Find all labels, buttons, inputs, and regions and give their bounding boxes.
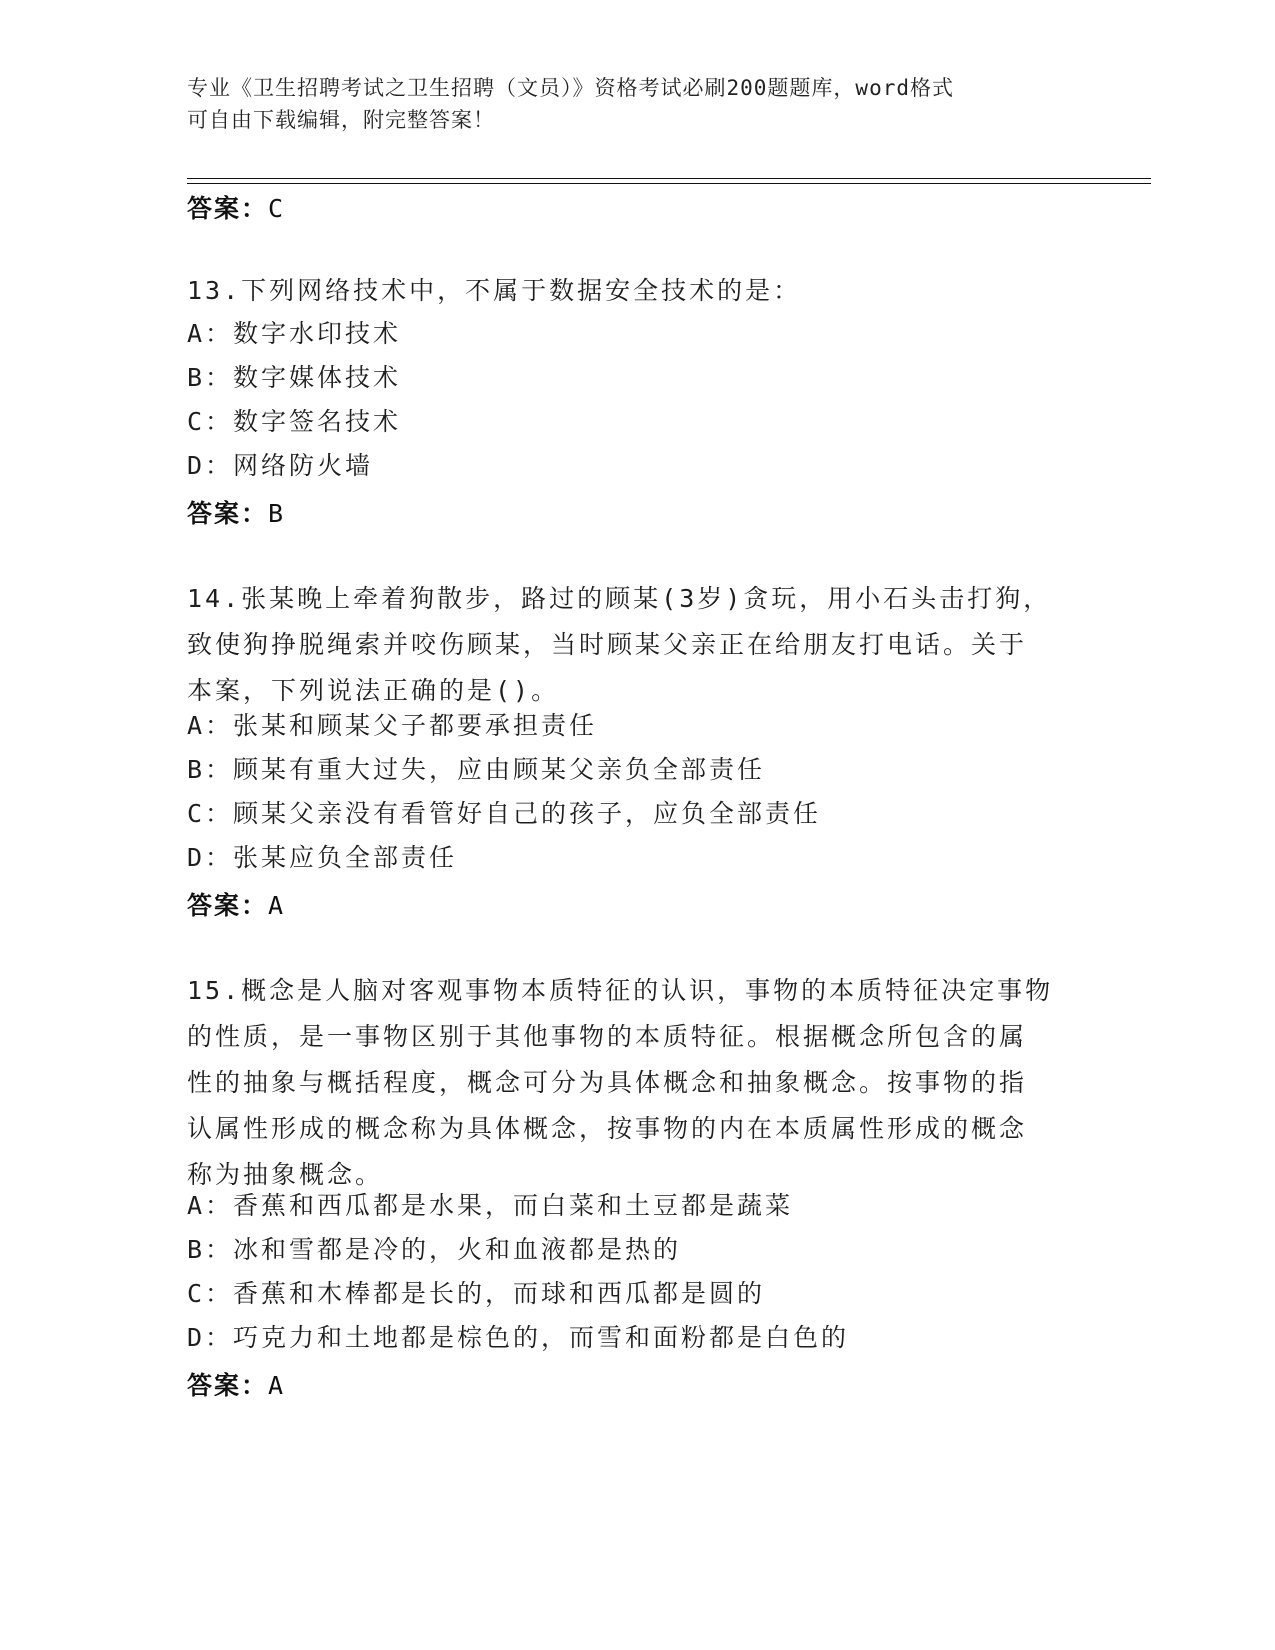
stem-line: 本案，下列说法正确的是()。 xyxy=(187,676,560,705)
answer-label: 答案： xyxy=(187,1371,269,1400)
stem-line: 称为抽象概念。 xyxy=(187,1160,384,1189)
question-13-option-a: A：数字水印技术 xyxy=(187,319,402,348)
stem-line: 致使狗挣脱绳索并咬伤顾某，当时顾某父亲正在给朋友打电话。关于 xyxy=(187,630,1028,659)
answer-value: C xyxy=(268,194,284,223)
question-15-option-a: A：香蕉和西瓜都是水果，而白菜和土豆都是蔬菜 xyxy=(187,1191,794,1220)
question-15-stem xyxy=(187,968,1077,1198)
answer-q13 xyxy=(187,498,283,530)
answer-value: B xyxy=(268,499,284,528)
header-line-2: 可自由下载编辑，附完整答案！ xyxy=(187,108,495,132)
stem-line: 14.张某晚上牵着狗散步，路过的顾某(3岁)贪玩，用小石头击打狗， xyxy=(187,584,1052,613)
answer-q15 xyxy=(187,1370,283,1402)
stem-line: 性的抽象与概括程度，概念可分为具体概念和抽象概念。按事物的指 xyxy=(187,1068,1028,1097)
header-divider-bottom xyxy=(187,183,1151,184)
question-15-option-b: B：冰和雪都是冷的，火和血液都是热的 xyxy=(187,1235,682,1264)
header-line-1: 专业《卫生招聘考试之卫生招聘（文员）》资格考试必刷200题题库，word格式 xyxy=(187,76,954,100)
document-header xyxy=(187,72,1067,136)
question-14-option-c: C：顾某父亲没有看管好自己的孩子，应负全部责任 xyxy=(187,799,822,828)
answer-label: 答案： xyxy=(187,194,269,223)
answer-q14 xyxy=(187,890,283,922)
answer-value: A xyxy=(268,891,284,920)
question-13-option-b: B：数字媒体技术 xyxy=(187,363,402,392)
stem-line: 15.概念是人脑对客观事物本质特征的认识，事物的本质特征决定事物 xyxy=(187,976,1054,1005)
question-13-option-c: C：数字签名技术 xyxy=(187,407,402,436)
question-15-option-c: C：香蕉和木棒都是长的，而球和西瓜都是圆的 xyxy=(187,1279,766,1308)
answer-q12 xyxy=(187,193,283,225)
question-14-option-a: A：张某和顾某父子都要承担责任 xyxy=(187,711,598,740)
answer-value: A xyxy=(268,1371,284,1400)
question-13-option-d: D：网络防火墙 xyxy=(187,451,374,480)
question-14-option-b: B：顾某有重大过失，应由顾某父亲负全部责任 xyxy=(187,755,766,784)
answer-label: 答案： xyxy=(187,891,269,920)
stem-line: 认属性形成的概念称为具体概念，按事物的内在本质属性形成的概念 xyxy=(187,1114,1028,1143)
stem-line: 的性质，是一事物区别于其他事物的本质特征。根据概念所包含的属 xyxy=(187,1022,1028,1051)
header-divider-top xyxy=(187,178,1151,179)
stem-line: 13.下列网络技术中，不属于数据安全技术的是： xyxy=(187,276,802,305)
question-13-stem xyxy=(187,268,1077,314)
question-14-option-d: D：张某应负全部责任 xyxy=(187,843,458,872)
answer-label: 答案： xyxy=(187,499,269,528)
question-15-option-d: D：巧克力和土地都是棕色的，而雪和面粉都是白色的 xyxy=(187,1323,850,1352)
question-14-stem xyxy=(187,576,1077,714)
